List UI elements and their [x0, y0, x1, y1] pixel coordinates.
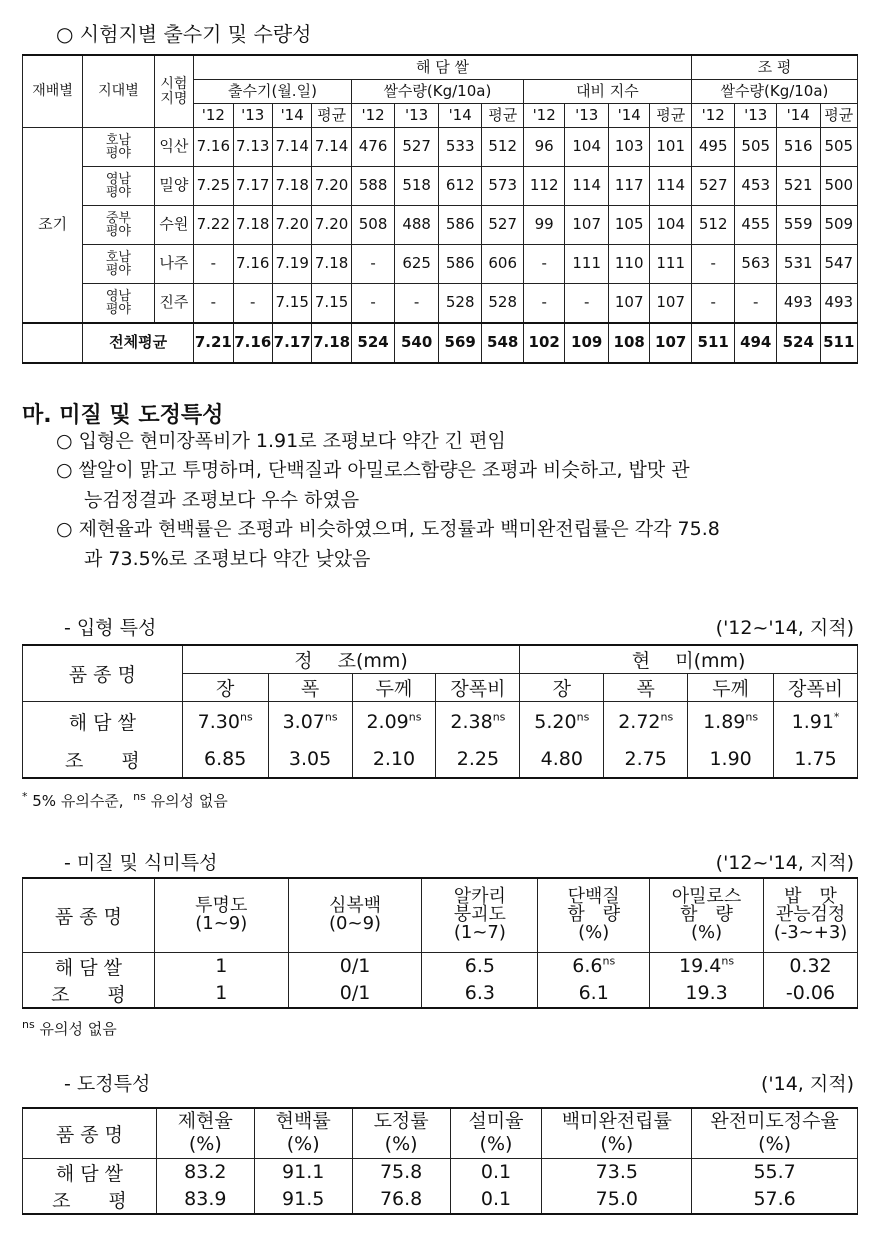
- value-cell: 512: [691, 206, 735, 245]
- significance-mark: ns: [721, 954, 735, 968]
- table-row: [23, 206, 858, 245]
- variety-cell: 조 평: [23, 980, 155, 1008]
- value-cell: 0.1: [450, 1158, 542, 1186]
- value-cell: [650, 980, 764, 1008]
- significance-mark: ns: [745, 710, 759, 724]
- grain-title: - 입형 특성: [64, 617, 157, 639]
- table-row: [23, 245, 858, 284]
- value-cell: 488: [395, 206, 439, 245]
- year-header: '14: [272, 104, 311, 128]
- average-cell: 511: [691, 323, 735, 363]
- value-cell: [436, 702, 520, 742]
- site-cell: 수원: [154, 206, 193, 245]
- average-label: 전체평균: [83, 323, 194, 363]
- value-cell: 96: [523, 128, 564, 167]
- grain-shape-table: [22, 644, 858, 779]
- significance-mark: *: [833, 710, 840, 724]
- year-header: 평균: [482, 104, 523, 128]
- grain-period: ('12~'14, 지적): [715, 617, 854, 639]
- value-cell: 114: [650, 167, 691, 206]
- value-cell: 518: [395, 167, 439, 206]
- value-cell: 508: [351, 206, 395, 245]
- value: 2.09: [366, 710, 409, 733]
- bullet-cont: 능검정결과 조평보다 우수 하였음: [84, 488, 360, 511]
- variety-cell: 해 담 쌀: [23, 702, 183, 742]
- value-cell: 7.13: [233, 128, 272, 167]
- value-cell: [182, 742, 268, 778]
- header-rough: 정 조(mm): [182, 645, 520, 674]
- value-cell: [763, 980, 857, 1008]
- col-header: 심복백 (0~9): [288, 878, 422, 952]
- value-cell: [538, 952, 650, 980]
- bullet-cont: 과 73.5%로 조평보다 약간 낮았음: [84, 547, 371, 570]
- value-cell: 110: [608, 245, 649, 284]
- value: 1.91: [791, 710, 834, 733]
- year-header: '13: [233, 104, 272, 128]
- value: 7.30: [197, 710, 240, 733]
- value-cell: [650, 952, 764, 980]
- value: 19.4: [679, 955, 722, 977]
- section-title: 마. 미질 및 도정특성: [22, 403, 224, 428]
- top-heading: ○ 시험지별 출수기 및 수량성: [56, 22, 312, 46]
- year-header: '13: [565, 104, 609, 128]
- value-cell: [268, 702, 352, 742]
- value-cell: 586: [438, 245, 482, 284]
- value-cell: [288, 980, 422, 1008]
- value-cell: -: [691, 284, 735, 324]
- value-cell: 512: [482, 128, 523, 167]
- value-cell: 528: [438, 284, 482, 324]
- table-row: [23, 980, 858, 1008]
- star-mark: *: [22, 790, 28, 803]
- value-cell: 7.14: [272, 128, 311, 167]
- sub-header: 장폭비: [436, 674, 520, 702]
- quality-title: - 미질 및 식미특성: [64, 852, 218, 874]
- sub-header: 두께: [352, 674, 436, 702]
- header-brown: 현 미(mm): [520, 645, 858, 674]
- value-cell: 75.8: [352, 1158, 450, 1186]
- col-header: [692, 1108, 858, 1158]
- value-cell: 104: [650, 206, 691, 245]
- year-header: '13: [395, 104, 439, 128]
- significance-mark: ns: [408, 710, 422, 724]
- value: 2.75: [624, 748, 667, 770]
- table-row: [23, 742, 858, 778]
- value-cell: 493: [820, 284, 857, 324]
- value: 2.25: [456, 748, 500, 770]
- site-cell: 밀양: [154, 167, 193, 206]
- col-header: 투명도 (1~9): [154, 878, 288, 952]
- region-cell: 영남 평야: [83, 284, 155, 324]
- value-cell: 7.18: [272, 167, 311, 206]
- sub-header: 폭: [268, 674, 352, 702]
- value-cell: 7.19: [272, 245, 311, 284]
- value-cell: [436, 742, 520, 778]
- year-header: 평균: [312, 104, 351, 128]
- average-cell: 7.17: [272, 323, 311, 363]
- bullet: ○ 입형은 현미장폭비가 1.91로 조평보다 약간 긴 편임: [56, 430, 506, 452]
- value-cell: 7.15: [312, 284, 351, 324]
- value-cell: 453: [735, 167, 776, 206]
- value-cell: 7.20: [312, 206, 351, 245]
- col-variety: 품 종 명: [23, 878, 155, 952]
- value-cell: 521: [776, 167, 820, 206]
- variety-cell: 조 평: [23, 1186, 157, 1214]
- value-cell: 7.18: [312, 245, 351, 284]
- value: 1.89: [703, 710, 746, 733]
- value-cell: 547: [820, 245, 857, 284]
- col-label: 백미완전립률: [561, 1110, 672, 1133]
- region-cell: 영남 평야: [83, 167, 155, 206]
- average-row: [23, 323, 858, 363]
- average-cell: 7.21: [194, 323, 233, 363]
- value: 6.6: [572, 955, 603, 977]
- year-header: '12: [351, 104, 395, 128]
- value-cell: [688, 702, 774, 742]
- value-cell: [352, 742, 436, 778]
- year-header: 평균: [820, 104, 857, 128]
- col-header: [352, 1108, 450, 1158]
- average-cell: 107: [650, 323, 691, 363]
- header-heading-date: 출수기(월.일): [194, 80, 352, 104]
- note-text: 5% 유의수준,: [27, 792, 124, 810]
- average-cell: 7.18: [312, 323, 351, 363]
- table-row: [23, 1186, 858, 1214]
- value-cell: [182, 702, 268, 742]
- value-cell: [422, 952, 538, 980]
- average-cell: 108: [608, 323, 649, 363]
- value-cell: [604, 702, 688, 742]
- sub-header: 장: [520, 674, 604, 702]
- value: 2.38: [450, 710, 493, 733]
- value-cell: [288, 952, 422, 980]
- bullet: ○ 쌀알이 맑고 투명하며, 단백질과 아밀로스함량은 조평과 비슷하고, 밥맛 관: [56, 459, 690, 482]
- value: 3.07: [282, 710, 325, 733]
- average-cell: 511: [820, 323, 857, 363]
- header-index: 대비 지수: [523, 80, 691, 104]
- col-header: 밥 맛 관능검정 (-3~+3): [763, 878, 857, 952]
- value-cell: 531: [776, 245, 820, 284]
- sub-header: 두께: [688, 674, 774, 702]
- col-unit: (%): [188, 1133, 222, 1156]
- site-cell: 익산: [154, 128, 193, 167]
- value: 6.85: [204, 748, 247, 770]
- value-cell: -: [691, 245, 735, 284]
- ns-mark: ns: [22, 1018, 35, 1031]
- year-header: '12: [194, 104, 233, 128]
- value-cell: 104: [565, 128, 609, 167]
- value: 3.05: [288, 748, 332, 770]
- milling-period: ('14, 지적): [760, 1073, 854, 1095]
- col-label: 설미율: [468, 1110, 524, 1133]
- value-cell: 107: [565, 206, 609, 245]
- value-cell: 7.25: [194, 167, 233, 206]
- grain-note: [22, 790, 228, 811]
- value-cell: 7.16: [233, 245, 272, 284]
- average-cell: 524: [776, 323, 820, 363]
- value-cell: 625: [395, 245, 439, 284]
- value-cell: 493: [776, 284, 820, 324]
- year-header: 평균: [650, 104, 691, 128]
- col-site: 시험 지명: [154, 55, 193, 128]
- col-header: [254, 1108, 352, 1158]
- value-cell: 528: [482, 284, 523, 324]
- variety-cell: 조 평: [23, 742, 183, 778]
- significance-mark: ns: [239, 710, 253, 724]
- blank-cell: [23, 323, 83, 363]
- table-row: [23, 284, 858, 324]
- value-cell: 7.18: [233, 206, 272, 245]
- col-header: 아밀로스 함 량 (%): [650, 878, 764, 952]
- value-cell: 7.22: [194, 206, 233, 245]
- value-cell: 586: [438, 206, 482, 245]
- header-yield-jopyeong: 쌀수량(Kg/10a): [691, 80, 857, 104]
- value-cell: 0.1: [450, 1186, 542, 1214]
- value-cell: [604, 742, 688, 778]
- site-cell: 나주: [154, 245, 193, 284]
- average-cell: 548: [482, 323, 523, 363]
- value-cell: 107: [650, 284, 691, 324]
- value-cell: 114: [565, 167, 609, 206]
- value-cell: 533: [438, 128, 482, 167]
- quality-note: [22, 1018, 117, 1039]
- variety-cell: 해 담 쌀: [23, 952, 155, 980]
- table-row: [23, 702, 858, 742]
- value-cell: [538, 980, 650, 1008]
- site-cell: 진주: [154, 284, 193, 324]
- header-haedam: 해 담 쌀: [194, 55, 692, 80]
- variety-cell: 해 담 쌀: [23, 1158, 157, 1186]
- header-jopyeong: 조 평: [691, 55, 857, 80]
- col-header: [450, 1108, 542, 1158]
- value: 5.20: [534, 710, 577, 733]
- value-cell: -: [523, 245, 564, 284]
- value: 2.10: [372, 748, 416, 770]
- value-cell: 527: [395, 128, 439, 167]
- value-cell: 455: [735, 206, 776, 245]
- table-row: [23, 167, 858, 206]
- value-cell: -: [735, 284, 776, 324]
- value-cell: 7.15: [272, 284, 311, 324]
- value: 1.75: [794, 748, 837, 770]
- significance-mark: ns: [576, 710, 590, 724]
- region-cell: 중부 평야: [83, 206, 155, 245]
- ns-mark: ns: [133, 790, 146, 803]
- cultivation-cell: 조기: [23, 128, 83, 324]
- value-cell: 75.0: [542, 1186, 692, 1214]
- value: 6.5: [464, 955, 495, 977]
- heading-yield-table: [22, 54, 858, 364]
- milling-title: - 도정특성: [64, 1073, 151, 1095]
- value-cell: 111: [565, 245, 609, 284]
- value-cell: 505: [820, 128, 857, 167]
- milling-table: [22, 1107, 858, 1215]
- value-cell: 111: [650, 245, 691, 284]
- value: 0/1: [339, 955, 371, 977]
- year-header: '14: [776, 104, 820, 128]
- value-cell: 500: [820, 167, 857, 206]
- table-row: [23, 1158, 858, 1186]
- value-cell: 7.20: [312, 167, 351, 206]
- significance-mark: ns: [492, 710, 506, 724]
- col-variety: 품 종 명: [23, 645, 183, 702]
- value-cell: 573: [482, 167, 523, 206]
- col-variety: 품 종 명: [23, 1108, 157, 1158]
- value: 2.72: [618, 710, 661, 733]
- value-cell: 527: [691, 167, 735, 206]
- quality-period: ('12~'14, 지적): [715, 852, 854, 874]
- value-cell: [774, 742, 858, 778]
- year-header: '14: [438, 104, 482, 128]
- table-row: [23, 128, 858, 167]
- value-cell: 527: [482, 206, 523, 245]
- col-header: 알카리 붕괴도 (1~7): [422, 878, 538, 952]
- value-cell: [688, 742, 774, 778]
- value-cell: 117: [608, 167, 649, 206]
- value: -0.06: [785, 982, 836, 1004]
- value-cell: [520, 742, 604, 778]
- value: 1: [215, 982, 228, 1004]
- bullet: ○ 제현율과 현백률은 조평과 비슷하였으며, 도정률과 백미완전립률은 각각 75.8: [56, 518, 720, 541]
- value-cell: -: [233, 284, 272, 324]
- value-cell: 509: [820, 206, 857, 245]
- col-region: 지대별: [83, 55, 155, 128]
- value-cell: 516: [776, 128, 820, 167]
- value-cell: [154, 952, 288, 980]
- note-text: 유의성 없음: [145, 792, 228, 810]
- value-cell: -: [565, 284, 609, 324]
- value: 6.1: [578, 982, 609, 1004]
- value-cell: 73.5: [542, 1158, 692, 1186]
- value-cell: 7.14: [312, 128, 351, 167]
- value-cell: [520, 702, 604, 742]
- value-cell: 103: [608, 128, 649, 167]
- region-cell: 호남 평야: [83, 128, 155, 167]
- col-label: 현백률: [275, 1110, 331, 1133]
- col-header: 단백질 함 량 (%): [538, 878, 650, 952]
- value-cell: [154, 980, 288, 1008]
- summary-bullets: [56, 427, 864, 574]
- average-cell: 524: [351, 323, 395, 363]
- col-unit: (%): [479, 1133, 513, 1156]
- value-cell: -: [395, 284, 439, 324]
- value-cell: 91.1: [254, 1158, 352, 1186]
- col-unit: (%): [600, 1133, 634, 1156]
- value-cell: [774, 702, 858, 742]
- header-yield: 쌀수량(Kg/10a): [351, 80, 523, 104]
- year-header: '14: [608, 104, 649, 128]
- value: 0.32: [789, 955, 832, 977]
- note-text: 유의성 없음: [34, 1020, 117, 1038]
- value-cell: 76.8: [352, 1186, 450, 1214]
- average-cell: 102: [523, 323, 564, 363]
- col-unit: (%): [286, 1133, 320, 1156]
- value-cell: 563: [735, 245, 776, 284]
- value-cell: 112: [523, 167, 564, 206]
- value-cell: 495: [691, 128, 735, 167]
- col-label: 완전미도정수율: [710, 1110, 839, 1133]
- significance-mark: ns: [602, 954, 616, 968]
- value: 0/1: [339, 982, 371, 1004]
- col-label: 도정률: [373, 1110, 429, 1133]
- col-unit: (%): [758, 1133, 792, 1156]
- value-cell: [763, 952, 857, 980]
- value-cell: 83.9: [156, 1186, 254, 1214]
- value: 4.80: [540, 748, 583, 770]
- col-header: [542, 1108, 692, 1158]
- col-unit: (%): [384, 1133, 418, 1156]
- year-header: '12: [691, 104, 735, 128]
- quality-table: [22, 877, 858, 1009]
- average-cell: 569: [438, 323, 482, 363]
- sub-header: 장폭비: [774, 674, 858, 702]
- value-cell: 476: [351, 128, 395, 167]
- value-cell: 91.5: [254, 1186, 352, 1214]
- value-cell: 7.16: [194, 128, 233, 167]
- year-header: '13: [735, 104, 776, 128]
- average-cell: 7.16: [233, 323, 272, 363]
- value-cell: 505: [735, 128, 776, 167]
- value-cell: 57.6: [692, 1186, 858, 1214]
- value-cell: 55.7: [692, 1158, 858, 1186]
- value-cell: -: [351, 245, 395, 284]
- significance-mark: ns: [324, 710, 338, 724]
- sub-header: 폭: [604, 674, 688, 702]
- col-header: [156, 1108, 254, 1158]
- value-cell: 101: [650, 128, 691, 167]
- value-cell: [422, 980, 538, 1008]
- col-label: 제현율: [177, 1110, 233, 1133]
- table-row: [23, 952, 858, 980]
- value-cell: 588: [351, 167, 395, 206]
- value-cell: 612: [438, 167, 482, 206]
- col-cultivation: 재배별: [23, 55, 83, 128]
- value-cell: -: [194, 284, 233, 324]
- region-cell: 호남 평야: [83, 245, 155, 284]
- significance-mark: ns: [660, 710, 674, 724]
- sub-header: 장: [182, 674, 268, 702]
- value-cell: -: [523, 284, 564, 324]
- value: 1: [215, 955, 228, 977]
- value-cell: 107: [608, 284, 649, 324]
- value-cell: [268, 742, 352, 778]
- average-cell: 540: [395, 323, 439, 363]
- average-cell: 494: [735, 323, 776, 363]
- value-cell: 105: [608, 206, 649, 245]
- value-cell: -: [194, 245, 233, 284]
- value-cell: 606: [482, 245, 523, 284]
- value-cell: -: [351, 284, 395, 324]
- value-cell: 559: [776, 206, 820, 245]
- value-cell: 7.17: [233, 167, 272, 206]
- value-cell: [352, 702, 436, 742]
- value: 19.3: [685, 982, 728, 1004]
- value-cell: 83.2: [156, 1158, 254, 1186]
- year-header: '12: [523, 104, 564, 128]
- average-cell: 109: [565, 323, 609, 363]
- value: 1.90: [709, 748, 752, 770]
- value-cell: 7.20: [272, 206, 311, 245]
- value: 6.3: [464, 982, 495, 1004]
- value-cell: 99: [523, 206, 564, 245]
